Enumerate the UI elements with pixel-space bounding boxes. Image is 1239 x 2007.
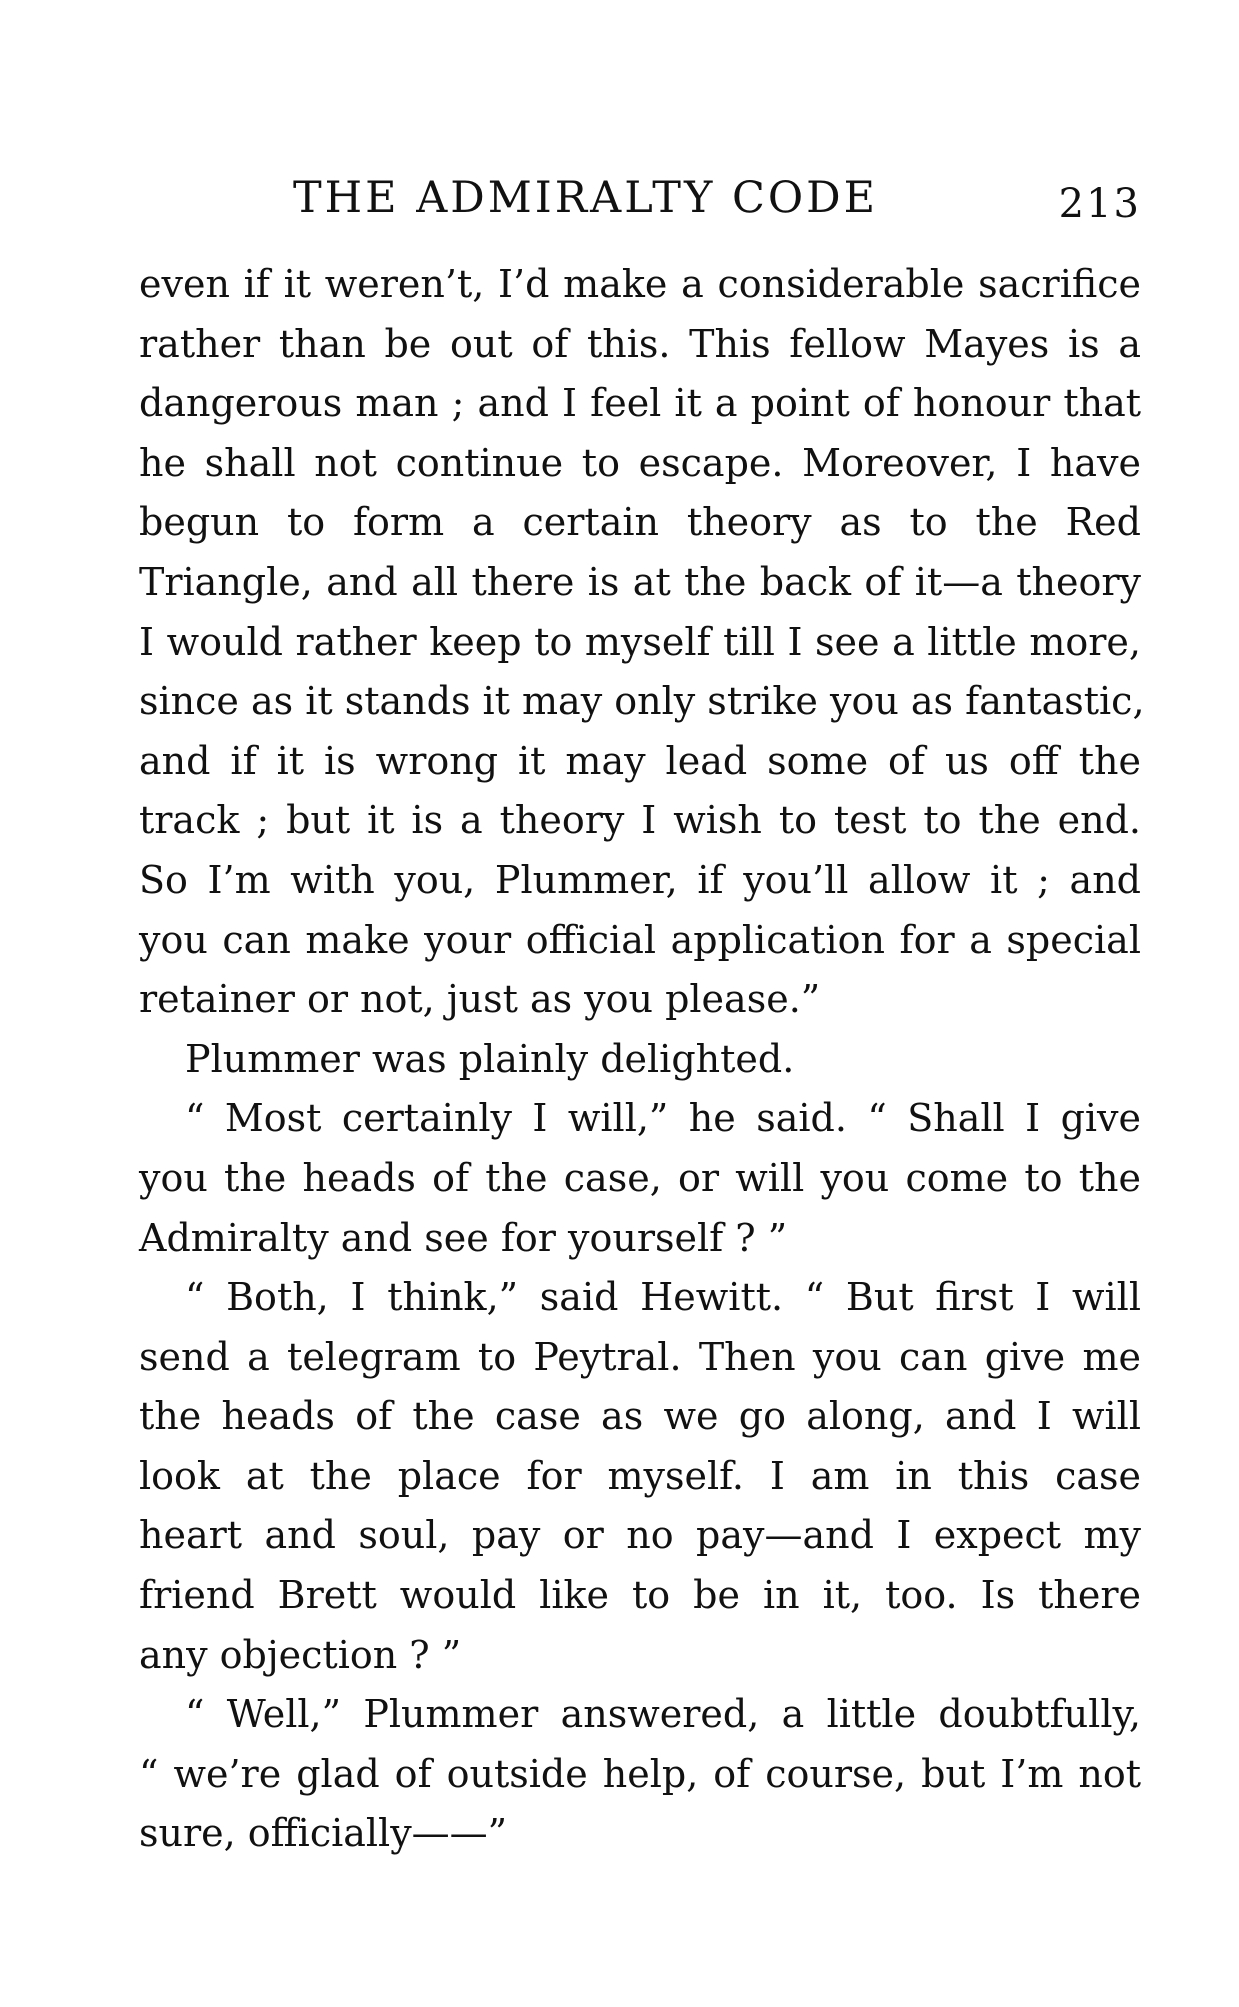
text-line: So I’m with you, Plummer, if you’ll allow it ; and bbox=[139, 857, 1141, 902]
running-header bbox=[293, 168, 1141, 228]
body-text bbox=[139, 255, 1145, 1864]
text-line: look at the place for myself. I am in this case bbox=[139, 1453, 1141, 1498]
text-line: “ we’re glad of outside help, of course, but I’m not bbox=[139, 1751, 1141, 1796]
text-line: track ; but it is a theory I wish to test to the end. bbox=[139, 798, 1141, 843]
text-line: you the heads of the case, or will you come to the bbox=[139, 1155, 1141, 1200]
text-line: heart and soul, pay or no pay—and I expect my bbox=[139, 1513, 1141, 1558]
text-line: friend Brett would like to be in it, too. Is there bbox=[139, 1573, 1141, 1618]
running-title: THE ADMIRALTY CODE bbox=[293, 173, 879, 223]
text-line: you can make your official application for a special bbox=[139, 917, 1141, 962]
text-line: begun to form a certain theory as to the Red bbox=[139, 500, 1141, 545]
page-number: 213 bbox=[1058, 181, 1141, 227]
text-line: rather than be out of this. This fellow Mayes is a bbox=[139, 321, 1141, 366]
text-line: retainer or not, just as you please.” bbox=[139, 977, 821, 1022]
text-line: “ Most certainly I will,” he said. “ Shall I give bbox=[185, 1096, 1141, 1141]
text-line: and if it is wrong it may lead some of us off the bbox=[139, 738, 1141, 783]
text-line: since as it stands it may only strike you as fantastic, bbox=[139, 679, 1145, 724]
text-line: he shall not continue to escape. Moreover, I have bbox=[139, 440, 1141, 485]
text-line: “ Both, I think,” said Hewitt. “ But first I will bbox=[185, 1275, 1141, 1320]
text-line: the heads of the case as we go along, and I will bbox=[139, 1394, 1141, 1439]
text-line: even if it weren’t, I’d make a considerable sacrifice bbox=[139, 262, 1141, 306]
text-line: send a telegram to Peytral. Then you can give me bbox=[139, 1334, 1141, 1379]
text-line: sure, officially——” bbox=[139, 1811, 508, 1856]
text-line: “ Well,” Plummer answered, a little doubtfully, bbox=[185, 1692, 1141, 1737]
text-line: Plummer was plainly delighted. bbox=[185, 1036, 795, 1081]
text-line: Admiralty and see for yourself ? ” bbox=[139, 1215, 788, 1260]
text-line: dangerous man ; and I feel it a point of honour that bbox=[139, 381, 1141, 426]
text-line: any objection ? ” bbox=[139, 1632, 462, 1677]
text-line: I would rather keep to myself till I see a little more, bbox=[139, 619, 1141, 664]
text-line: Triangle, and all there is at the back of it—a theory bbox=[139, 559, 1141, 604]
